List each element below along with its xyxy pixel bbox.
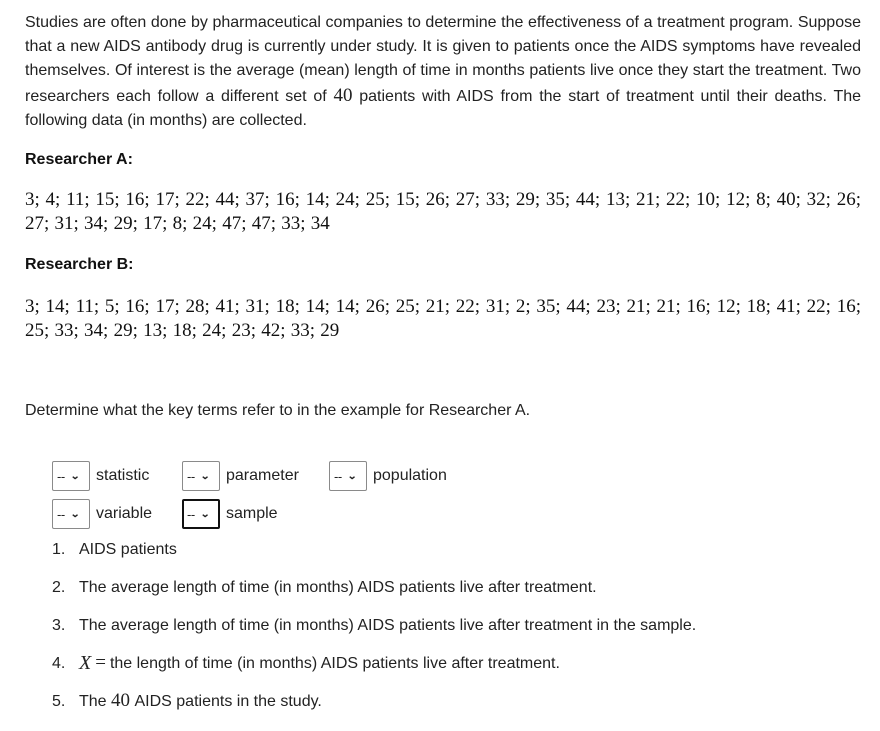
answer-options-list [52,541,696,731]
statistic-select[interactable] [52,461,90,491]
option-number: 3. [52,617,66,634]
sample-select-value: -- [187,506,195,522]
list-item [52,541,696,579]
statistic-label: statistic [96,467,150,484]
list-item [52,617,696,655]
term-parameter [182,461,299,491]
variable-select[interactable] [52,499,90,529]
intro-text-2: patients with AIDS from the start of treatment until their deaths. The following data (in months) are collected. [25,87,862,129]
problem-intro [25,11,861,133]
parameter-select-value: -- [187,468,195,484]
question-prompt: Determine what the key terms refer to in the example for Researcher A. [25,402,531,419]
chevron-down-icon: ⌄ [69,470,80,482]
option-patient-count: 40 [111,690,131,711]
statistic-select-value: -- [57,468,65,484]
list-item [52,652,696,693]
option-number: 5. [52,693,66,710]
population-select-value: -- [334,468,342,484]
intro-patient-count: 40 [333,84,353,106]
chevron-down-icon: ⌄ [199,508,210,520]
list-item [52,690,696,731]
term-population [329,461,447,491]
researcher-b-data: 3; 14; 11; 5; 16; 17; 28; 41; 31; 18; 14; 14; 26; 25; 21; 22; 31; 2; 35; 44; 23; 21; 21; 16; 12; 18; 41; 22; 16; 25; 33; 34; 29; 13; 18; 24; 23; 42; 33; 29 [25,296,861,341]
variable-label: variable [96,505,153,522]
option-equals-sign: = [95,652,106,673]
parameter-select[interactable] [182,461,220,491]
term-sample [182,499,278,529]
intro-text-1: Studies are often done by pharmaceutical companies to determine the effectiveness of a treatment program. Suppose that a new AIDS antibody drug is currently under study. It is given to patients once the AIDS symptoms have revealed themselves. Of interest is the average (mean) length of time in months patients live once they start the treatment. Two researchers each follow a different set of [25,14,861,105]
sample-label: sample [226,505,278,522]
population-select[interactable] [329,461,367,491]
population-label: population [373,467,447,484]
option-number: 1. [52,541,66,558]
parameter-label: parameter [226,467,299,484]
option-text: AIDS patients in the study. [134,693,322,710]
sample-select[interactable] [182,499,220,529]
option-number: 4. [52,655,66,672]
researcher-a-heading: Researcher A: [25,151,133,168]
list-item [52,579,696,617]
option-text-prefix: The [79,693,107,710]
researcher-b-heading: Researcher B: [25,256,134,273]
chevron-down-icon: ⌄ [199,470,210,482]
option-number: 2. [52,579,66,596]
option-text: The average length of time (in months) AIDS patients live after treatment in the sample. [79,617,697,634]
researcher-a-data: 3; 4; 11; 15; 16; 17; 22; 44; 37; 16; 14; 24; 25; 15; 26; 27; 33; 29; 35; 44; 13; 21; 22; 10; 12; 8; 40; 32; 26; 27; 31; 34; 29; 17; 8; 24; 47; 47; 33; 34 [25,189,861,234]
term-statistic [52,461,149,491]
chevron-down-icon: ⌄ [346,470,357,482]
term-variable [52,499,152,529]
chevron-down-icon: ⌄ [69,508,80,520]
option-text: AIDS patients [79,541,177,558]
option-text: the length of time (in months) AIDS patients live after treatment. [109,655,560,672]
option-variable-symbol: X [79,652,92,674]
variable-select-value: -- [57,506,65,522]
option-text: The average length of time (in months) AIDS patients live after treatment. [79,579,597,596]
